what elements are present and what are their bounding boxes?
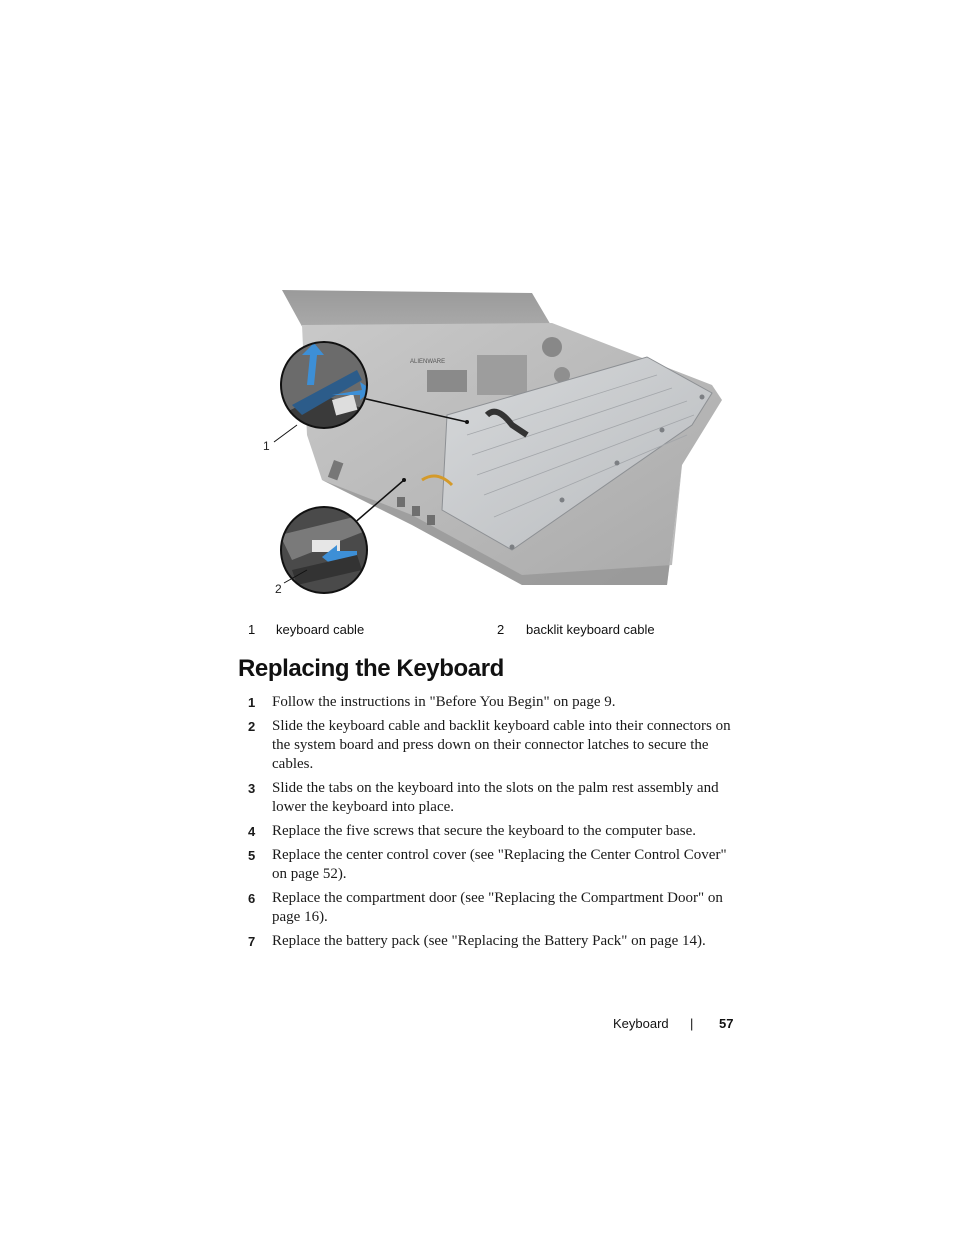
step-text: Replace the center control cover (see "Replacing the Center Control Cover" on page 52). (272, 847, 727, 882)
brand-logo: ALIENWARE (410, 359, 446, 365)
legend-label-keyboard-cable: keyboard cable (276, 622, 365, 637)
detail-circle-2 (280, 506, 368, 594)
callout-label-1: 1 (263, 439, 270, 453)
page-number: 57 (719, 1016, 734, 1031)
step-text: Replace the five screws that secure the keyboard to the computer base. (272, 823, 696, 839)
legend-label-backlit-keyboard-cable: backlit keyboard cable (526, 622, 655, 637)
section-title: Replacing the Keyboard (238, 655, 504, 682)
step-text: Slide the keyboard cable and backlit keyboard cable into their connectors on the system board and press down on their connector latches to secure the cables. (272, 718, 731, 772)
step-text: Replace the compartment door (see "Replacing the Compartment Door" on page 16). (272, 890, 723, 925)
step-number: 5 (248, 848, 256, 863)
procedure-steps (248, 693, 740, 956)
step-text: Follow the instructions in "Before You Begin" on page 9. (272, 694, 616, 710)
step-item (248, 779, 740, 817)
step-number: 7 (248, 934, 256, 949)
callout-label-2: 2 (275, 582, 282, 596)
step-number: 4 (248, 824, 256, 839)
step-item (248, 693, 740, 712)
step-item (248, 717, 740, 774)
step-number: 2 (248, 719, 256, 734)
step-text: Replace the battery pack (see "Replacing the Battery Pack" on page 14). (272, 933, 706, 949)
legend-number-2: 2 (497, 622, 505, 637)
step-number: 6 (248, 891, 256, 906)
footer-separator: | (690, 1016, 694, 1031)
step-item (248, 822, 740, 841)
step-number: 3 (248, 781, 256, 796)
footer-section-name: Keyboard (613, 1016, 669, 1031)
step-number: 1 (248, 695, 256, 710)
step-text: Slide the tabs on the keyboard into the slots on the palm rest assembly and lower the keyboard into place. (272, 780, 719, 815)
step-item (248, 846, 740, 884)
step-item (248, 889, 740, 927)
step-item (248, 932, 740, 951)
keyboard-illustration (262, 285, 724, 603)
legend-number-1: 1 (248, 622, 256, 637)
